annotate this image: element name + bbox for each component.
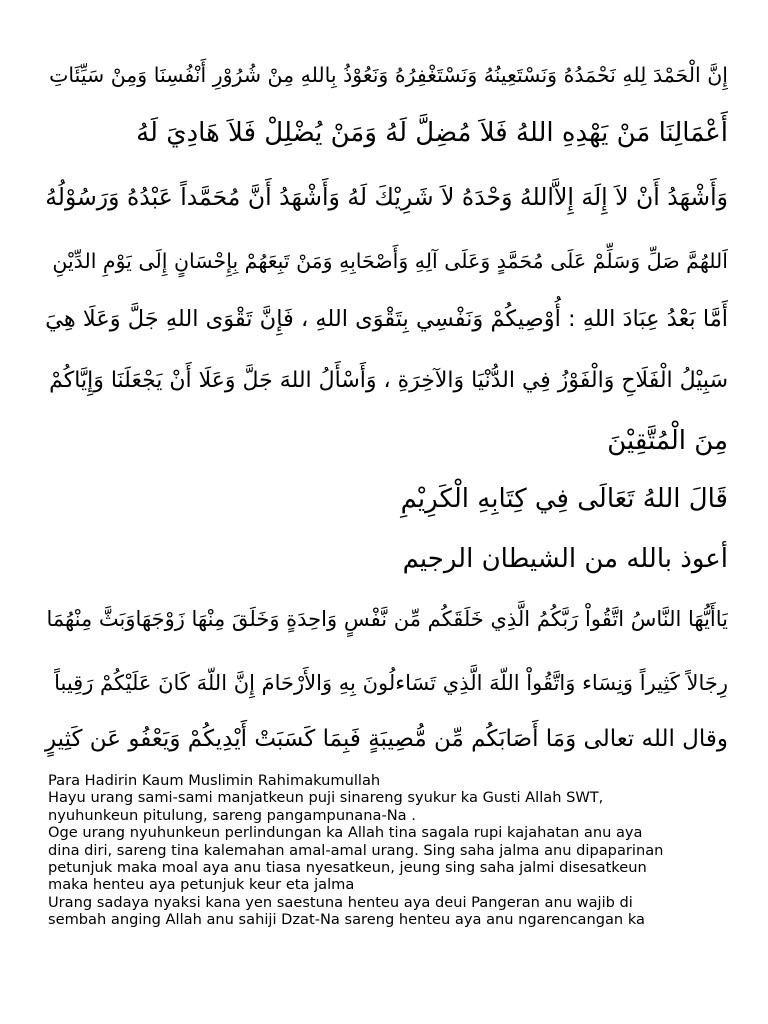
arabic-line: رِجَالاً كَثِيراً وَنِسَاء وَاتَّقُواْ اللّهَ الَّذِي تَسَاءلُونَ بِهِ وَالأَرْحَامَ إِنَّ اللّهَ كَانَ عَلَيْكُمْ رَقِيباً: [54, 671, 728, 695]
translation-line: Urang sadaya nyaksi kana yen saestuna henteu aya deui Pangeran anu wajib di: [48, 893, 633, 911]
translation-line: dina diri, sareng tina kalemahan amal-amal urang. Sing saha jalma anu dipaparinan: [48, 841, 664, 859]
arabic-line: يَاأَيُّهَا النَّاسُ اتَّقُواْ رَبَّكُمُ الَّذِي خَلَقَكُم مِّن نَّفْسٍ وَاحِدَةٍ وَخَلَقَ مِنْهَا زَوْجَهَاوَبَثَّ مِنْهُمَا: [46, 607, 728, 631]
translation-line: Para Hadirin Kaum Muslimin Rahimakumullah: [48, 772, 381, 789]
arabic-line: اَللهُمَّ صَلِّ وَسَلِّمْ عَلَى مُحَمَّدٍ وَعَلَى آلِهِ وَأَصْحَابِهِ وَمَنْ تَبِعَهُمْ بِإِحْسَانٍ إِلَى يَوْمِ الدِّيْنِ: [52, 249, 728, 273]
translation-line: nyuhunkeun pitulung, sareng pangampunana-Na .: [48, 806, 416, 824]
arabic-line: أَمَّا بَعْدُ عِبَادَ اللهِ : أُوْصِيكُمْ وَنَفْسِي بِتَقْوَى اللهِ ، فَإِنَّ تَقْوَى اللهِ جَلَّ وَعَلَا هِيَ: [45, 306, 728, 332]
translation-line: petunjuk maka moal aya anu tiasa nyesatkeun, jeung sing saha jalmi disesatkeun: [48, 859, 647, 877]
arabic-line: إِنَّ الْحَمْدَ لِلهِ نَحْمَدُهُ وَنَسْتَعِينُهُ وَنَسْتَغْفِرُهُ وَنَعُوْذُ بِاللهِ مِنْ شُرُوْرِ أَنْفُسِنَا وَمِنْ سَيِّئَاتِ: [49, 63, 728, 87]
arabic-line: مِنَ الْمُتَّقِيْنَ: [607, 426, 728, 456]
sundanese-translation-text: [48, 772, 732, 929]
arabic-line: قَالَ اللهُ تَعَالَى فِي كِتَابِهِ الْكَرِيْمِ: [400, 484, 728, 514]
arabic-line: وقال الله تعالى وَمَا أَصَابَكُم مِّن مُّصِيبَةٍ فَبِمَا كَسَبَتْ أَيْدِيكُمْ وَيَعْفُو عَن كَثِيرٍ: [44, 726, 728, 752]
arabic-line: سَبِيْلُ الْفَلَاحِ وَالْفَوْزُ فِي الدُّنْيَا وَالآخِرَةِ ، وَأَسْأَلُ اللهَ جَلَّ وَعَلَا أَنْ يَجْعَلَنَا وَإِيَّاكُمْ: [49, 368, 728, 393]
arabic-line: أَعْمَالِنَا مَنْ يَهْدِهِ اللهُ فَلاَ مُضِلَّ لَهُ وَمَنْ يُضْلِلْ فَلاَ هَادِيَ لَهُ: [136, 118, 728, 148]
translation-line: Oge urang nyuhunkeun perlindungan ka Allah tina sagala rupi kajahatan anu aya: [48, 824, 643, 842]
translation-line: Hayu urang sami-sami manjatkeun puji sinareng syukur ka Gusti Allah SWT,: [48, 789, 604, 807]
arabic-line: وَأَشْهَدُ أَنْ لاَ إِلَهَ إِلاَّاللهُ وَحْدَهُ لاَ شَرِيْكَ لَهُ وَأَشْهَدُ أَنَّ مُحَمَّداً عَبْدُهُ وَرَسُوْلُهُ: [45, 183, 728, 211]
translation-line: sembah anging Allah anu sahiji Dzat-Na sareng henteu aya anu ngarencangan ka: [48, 911, 645, 929]
translation-line: maka henteu aya petunjuk keur eta jalma: [48, 876, 355, 894]
arabic-line: أعوذ بالله من الشيطان الرجيم: [402, 544, 728, 574]
